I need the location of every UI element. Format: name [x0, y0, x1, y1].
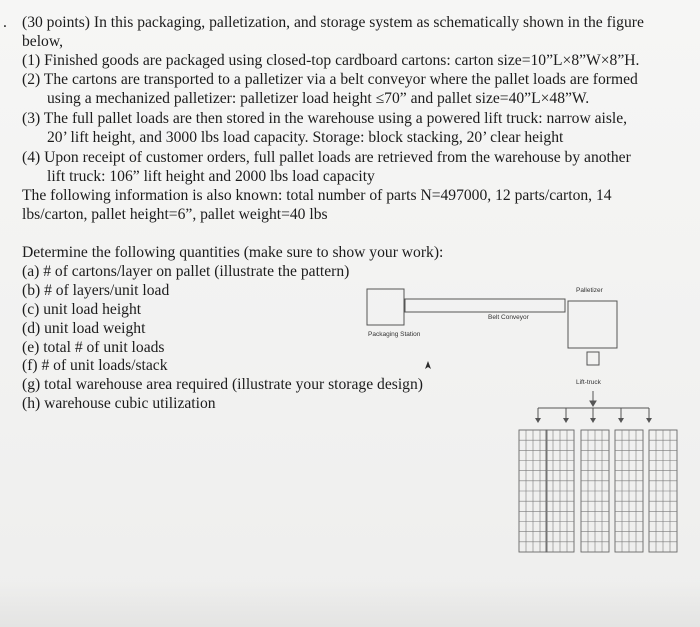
lift-truck-arrow-icon	[590, 401, 596, 406]
photo-bottom-shadow	[0, 581, 700, 627]
question-b: (b) # of layers/unit load	[22, 282, 170, 299]
problem-intro-line-1: (30 points) In this packaging, palletization, and storage system as schematically shown in the figure	[22, 14, 644, 31]
question-e: (e) total # of unit loads	[22, 339, 165, 356]
problem-intro-line-2: below,	[22, 33, 63, 50]
lift-truck-label: Lift-truck	[576, 379, 601, 386]
storage-lane-arrow-icon	[646, 418, 652, 423]
packaging-station-label: Packaging Station	[368, 331, 421, 338]
problem-item-4-line-2: lift truck: 106” lift height and 2000 lbs load capacity	[47, 168, 375, 185]
belt-conveyor-label: Belt Conveyor	[488, 314, 529, 321]
storage-lane-arrow-icon	[535, 418, 541, 423]
storage-lane-arrow-icon	[563, 418, 569, 423]
question-c: (c) unit load height	[22, 301, 142, 318]
storage-grid	[519, 430, 677, 552]
problem-item-2-line-1: (2) The cartons are transported to a palletizer via a belt conveyor where the pallet loads are formed	[22, 71, 638, 88]
problem-item-3-line-1: (3) The full pallet loads are then stored in the warehouse using a powered lift truck: narrow aisle,	[22, 110, 628, 127]
problem-item-1: (1) Finished goods are packaged using closed-top cardboard cartons: carton size=10”L×8”W×8”H.	[22, 52, 640, 69]
problem-item-2-line-2: using a mechanized palletizer: palletizer load height ≤70” and pallet size=40”L×48”W.	[47, 90, 590, 107]
problem-info-line-1: The following information is also known: total number of parts N=497000, 12 parts/carton, 14	[22, 187, 612, 204]
packaging-station-box	[367, 289, 404, 325]
storage-lane-arrow-icon	[590, 418, 596, 423]
storage-lane-arrow-icon	[618, 418, 624, 423]
lift-truck-box	[587, 352, 599, 365]
palletizer-box	[568, 301, 617, 348]
problem-info-line-2: lbs/carton, pallet height=6”, pallet weight=40 lbs	[22, 206, 328, 223]
question-h: (h) warehouse cubic utilization	[22, 395, 216, 412]
belt-conveyor	[405, 299, 565, 312]
question-f: (f) # of unit loads/stack	[22, 357, 168, 374]
questions-header: Determine the following quantities (make sure to show your work):	[22, 244, 444, 261]
problem-item-3-line-2: 20’ lift height, and 3000 lbs load capacity. Storage: block stacking, 20’ clear height	[47, 129, 564, 146]
storage-lanes	[535, 408, 652, 423]
mouse-cursor-icon	[425, 361, 431, 369]
palletizer-label: Palletizer	[576, 287, 603, 294]
problem-item-4-line-1: (4) Upon receipt of customer orders, full pallet loads are retrieved from the warehouse by another	[22, 149, 631, 166]
question-g: (g) total warehouse area required (illustrate your storage design)	[22, 376, 423, 393]
question-d: (d) unit load weight	[22, 320, 146, 337]
question-a: (a) # of cartons/layer on pallet (illustrate the pattern)	[22, 263, 350, 280]
problem-marker: .	[3, 14, 7, 31]
